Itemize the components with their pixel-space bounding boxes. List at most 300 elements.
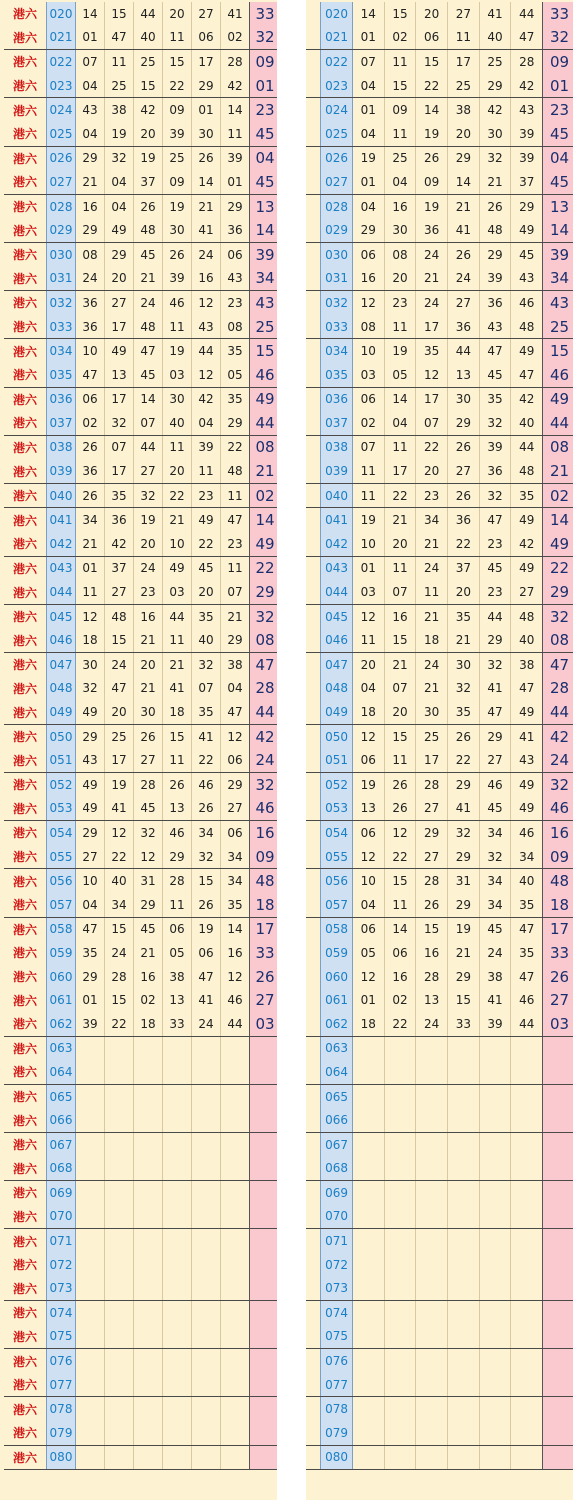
- drawn-number: [352, 1229, 384, 1253]
- drawn-number: 22: [105, 845, 134, 869]
- drawn-number: 45: [134, 242, 163, 266]
- drawn-number: 06: [221, 748, 250, 772]
- drawn-number: 30: [192, 122, 221, 146]
- special-number: 22: [250, 556, 281, 580]
- result-row: [306, 773, 573, 797]
- drawn-number: 23: [134, 580, 163, 604]
- period-number: 036: [47, 387, 76, 411]
- drawn-number: 24: [192, 242, 221, 266]
- lottery-label: 港六: [4, 1373, 47, 1397]
- drawn-number: [192, 1108, 221, 1132]
- drawn-number: 29: [134, 893, 163, 917]
- row-spacer: [306, 315, 321, 339]
- drawn-number: [76, 1397, 105, 1421]
- drawn-number: 38: [448, 98, 480, 122]
- period-number: 025: [321, 122, 353, 146]
- drawn-number: 15: [384, 724, 416, 748]
- drawn-number: 25: [448, 74, 480, 98]
- drawn-number: 13: [163, 988, 192, 1012]
- drawn-number: 24: [416, 291, 448, 315]
- drawn-number: 29: [479, 628, 511, 652]
- row-spacer: [306, 893, 321, 917]
- result-row: [306, 1349, 573, 1373]
- drawn-number: 15: [163, 50, 192, 74]
- lottery-label: 港六: [4, 435, 47, 459]
- drawn-number: 29: [448, 146, 480, 170]
- drawn-number: 38: [105, 98, 134, 122]
- drawn-number: 33: [163, 1012, 192, 1036]
- special-number: 34: [543, 267, 573, 291]
- special-number: 43: [543, 291, 573, 315]
- lottery-label: 港六: [4, 387, 47, 411]
- result-row: [306, 1373, 573, 1397]
- result-row: [306, 267, 573, 291]
- drawn-number: 29: [448, 773, 480, 797]
- drawn-number: [479, 1373, 511, 1397]
- drawn-number: 48: [134, 315, 163, 339]
- drawn-number: 48: [511, 604, 543, 628]
- drawn-number: 32: [448, 677, 480, 701]
- drawn-number: 19: [134, 508, 163, 532]
- lottery-label: 港六: [4, 965, 47, 989]
- drawn-number: [352, 1132, 384, 1156]
- drawn-number: 43: [511, 267, 543, 291]
- row-spacer: [306, 1229, 321, 1253]
- drawn-number: 39: [76, 1012, 105, 1036]
- drawn-number: [384, 1421, 416, 1445]
- drawn-number: [479, 1301, 511, 1325]
- drawn-number: 44: [134, 2, 163, 26]
- drawn-number: [511, 1084, 543, 1108]
- result-row: [4, 1108, 281, 1132]
- period-number: 039: [47, 459, 76, 483]
- result-row: [306, 291, 573, 315]
- period-number: 056: [321, 869, 353, 893]
- drawn-number: 01: [352, 26, 384, 50]
- drawn-number: [192, 1349, 221, 1373]
- drawn-number: 15: [416, 50, 448, 74]
- period-number: 071: [321, 1229, 353, 1253]
- lottery-label: 港六: [4, 363, 47, 387]
- special-number: 32: [250, 604, 281, 628]
- drawn-number: 20: [448, 580, 480, 604]
- result-row: [4, 1421, 281, 1445]
- special-number: 46: [250, 363, 281, 387]
- lottery-label: 港六: [4, 724, 47, 748]
- drawn-number: 23: [221, 532, 250, 556]
- drawn-number: 06: [163, 917, 192, 941]
- drawn-number: 12: [192, 291, 221, 315]
- result-row: [4, 1036, 281, 1060]
- drawn-number: [134, 1205, 163, 1229]
- special-number: 14: [250, 218, 281, 242]
- row-spacer: [306, 628, 321, 652]
- lottery-label: 港六: [4, 628, 47, 652]
- drawn-number: 18: [352, 700, 384, 724]
- drawn-number: 15: [105, 628, 134, 652]
- drawn-number: 11: [352, 459, 384, 483]
- lottery-label: 港六: [4, 50, 47, 74]
- lottery-label: 港六: [4, 1276, 47, 1300]
- drawn-number: 24: [134, 291, 163, 315]
- drawn-number: 26: [448, 724, 480, 748]
- row-spacer: [306, 1373, 321, 1397]
- row-spacer: [306, 965, 321, 989]
- drawn-number: 28: [511, 50, 543, 74]
- panel-gap: [277, 0, 306, 1500]
- lottery-label: 港六: [4, 218, 47, 242]
- special-number: 23: [543, 98, 573, 122]
- drawn-number: 16: [192, 267, 221, 291]
- drawn-number: 02: [384, 988, 416, 1012]
- result-row: [306, 508, 573, 532]
- drawn-number: [76, 1229, 105, 1253]
- drawn-number: [76, 1445, 105, 1470]
- special-number: 26: [543, 965, 573, 989]
- drawn-number: 14: [221, 917, 250, 941]
- special-number: 13: [250, 194, 281, 218]
- lottery-label: 港六: [4, 1421, 47, 1445]
- special-number: [250, 1205, 281, 1229]
- drawn-number: 26: [134, 724, 163, 748]
- drawn-number: 04: [352, 677, 384, 701]
- lottery-label: 港六: [4, 532, 47, 556]
- drawn-number: 15: [105, 2, 134, 26]
- special-number: [543, 1181, 573, 1205]
- special-number: 14: [543, 508, 573, 532]
- drawn-number: [76, 1157, 105, 1181]
- drawn-number: 21: [76, 170, 105, 194]
- result-row: [306, 146, 573, 170]
- drawn-number: 33: [448, 1012, 480, 1036]
- drawn-number: 26: [416, 146, 448, 170]
- drawn-number: 41: [479, 2, 511, 26]
- drawn-number: [511, 1181, 543, 1205]
- drawn-number: 38: [511, 653, 543, 677]
- special-number: 03: [543, 1012, 573, 1036]
- result-row: [4, 1060, 281, 1084]
- result-row: [306, 845, 573, 869]
- drawn-number: 19: [352, 508, 384, 532]
- period-number: 072: [47, 1253, 76, 1277]
- special-number: [250, 1181, 281, 1205]
- drawn-number: 07: [221, 580, 250, 604]
- drawn-number: [352, 1325, 384, 1349]
- lottery-label: 港六: [4, 1229, 47, 1253]
- period-number: 074: [47, 1301, 76, 1325]
- drawn-number: [163, 1108, 192, 1132]
- special-number: 16: [250, 821, 281, 845]
- drawn-number: [511, 1229, 543, 1253]
- result-row: [306, 653, 573, 677]
- lottery-label: 港六: [4, 339, 47, 363]
- drawn-number: 45: [192, 556, 221, 580]
- result-row: [4, 748, 281, 772]
- special-number: 33: [543, 2, 573, 26]
- drawn-number: [384, 1205, 416, 1229]
- special-number: 08: [543, 435, 573, 459]
- special-number: [543, 1373, 573, 1397]
- special-number: 02: [543, 483, 573, 508]
- drawn-number: 49: [511, 556, 543, 580]
- result-row: [306, 459, 573, 483]
- drawn-number: 15: [384, 628, 416, 652]
- period-number: 061: [321, 988, 353, 1012]
- drawn-number: 49: [511, 508, 543, 532]
- special-number: [250, 1108, 281, 1132]
- drawn-number: 47: [76, 917, 105, 941]
- row-spacer: [306, 1325, 321, 1349]
- drawn-number: 45: [511, 242, 543, 266]
- drawn-number: [352, 1253, 384, 1277]
- drawn-number: 37: [134, 170, 163, 194]
- special-number: 28: [543, 677, 573, 701]
- row-spacer: [306, 2, 321, 26]
- drawn-number: 25: [384, 146, 416, 170]
- lottery-label: 港六: [4, 1205, 47, 1229]
- special-number: [543, 1397, 573, 1421]
- drawn-number: [352, 1205, 384, 1229]
- special-number: 08: [250, 435, 281, 459]
- drawn-number: 03: [163, 363, 192, 387]
- lottery-label: 港六: [4, 1253, 47, 1277]
- drawn-number: [511, 1036, 543, 1060]
- drawn-number: [479, 1108, 511, 1132]
- period-number: 070: [321, 1205, 353, 1229]
- drawn-number: 15: [384, 869, 416, 893]
- drawn-number: [352, 1445, 384, 1470]
- drawn-number: [416, 1301, 448, 1325]
- period-number: 067: [47, 1132, 76, 1156]
- drawn-number: [163, 1325, 192, 1349]
- drawn-number: [221, 1205, 250, 1229]
- drawn-number: [192, 1373, 221, 1397]
- special-number: [250, 1229, 281, 1253]
- drawn-number: 42: [511, 532, 543, 556]
- drawn-number: 30: [163, 387, 192, 411]
- drawn-number: 18: [416, 628, 448, 652]
- drawn-number: [352, 1036, 384, 1060]
- drawn-number: 35: [221, 339, 250, 363]
- drawn-number: [479, 1445, 511, 1470]
- drawn-number: [448, 1373, 480, 1397]
- period-number: 048: [321, 677, 353, 701]
- drawn-number: 41: [192, 724, 221, 748]
- drawn-number: 29: [76, 965, 105, 989]
- special-number: [250, 1276, 281, 1300]
- drawn-number: 41: [479, 988, 511, 1012]
- drawn-number: 04: [105, 170, 134, 194]
- drawn-number: 17: [192, 50, 221, 74]
- drawn-number: [352, 1060, 384, 1084]
- period-number: 024: [47, 98, 76, 122]
- drawn-number: 11: [416, 580, 448, 604]
- drawn-number: 26: [76, 483, 105, 508]
- special-number: 46: [543, 363, 573, 387]
- result-row: [4, 411, 281, 435]
- drawn-number: 27: [105, 291, 134, 315]
- period-number: 024: [321, 98, 353, 122]
- lottery-label: 港六: [4, 242, 47, 266]
- drawn-number: [479, 1060, 511, 1084]
- period-number: 069: [321, 1181, 353, 1205]
- result-row: [4, 26, 281, 50]
- period-number: 020: [321, 2, 353, 26]
- lottery-label: 港六: [4, 459, 47, 483]
- result-row: [4, 387, 281, 411]
- lottery-label: 港六: [4, 1325, 47, 1349]
- drawn-number: 15: [163, 724, 192, 748]
- drawn-number: 43: [221, 267, 250, 291]
- drawn-number: [479, 1325, 511, 1349]
- result-row: [4, 580, 281, 604]
- lottery-label: 港六: [4, 1084, 47, 1108]
- period-number: 058: [47, 917, 76, 941]
- drawn-number: [511, 1253, 543, 1277]
- drawn-number: [448, 1036, 480, 1060]
- drawn-number: [192, 1205, 221, 1229]
- result-row: [4, 291, 281, 315]
- drawn-number: [352, 1181, 384, 1205]
- drawn-number: 37: [105, 556, 134, 580]
- drawn-number: 07: [416, 411, 448, 435]
- result-row: [4, 1445, 281, 1470]
- drawn-number: 15: [384, 2, 416, 26]
- drawn-number: 07: [134, 411, 163, 435]
- drawn-number: 23: [479, 532, 511, 556]
- result-row: [306, 628, 573, 652]
- drawn-number: 42: [134, 98, 163, 122]
- drawn-number: 48: [105, 604, 134, 628]
- special-number: 48: [250, 869, 281, 893]
- drawn-number: 39: [192, 435, 221, 459]
- drawn-number: [479, 1084, 511, 1108]
- period-number: 038: [47, 435, 76, 459]
- row-spacer: [306, 556, 321, 580]
- drawn-number: [479, 1421, 511, 1445]
- period-number: 040: [321, 483, 353, 508]
- drawn-number: 44: [221, 1012, 250, 1036]
- drawn-number: 21: [192, 194, 221, 218]
- drawn-number: [105, 1349, 134, 1373]
- drawn-number: 30: [163, 218, 192, 242]
- drawn-number: 26: [163, 773, 192, 797]
- drawn-number: 24: [416, 653, 448, 677]
- drawn-number: 02: [221, 26, 250, 50]
- special-number: 09: [543, 50, 573, 74]
- drawn-number: [416, 1445, 448, 1470]
- drawn-number: [221, 1132, 250, 1156]
- result-row: [306, 1036, 573, 1060]
- drawn-number: 41: [448, 218, 480, 242]
- drawn-number: 34: [192, 821, 221, 845]
- drawn-number: 29: [192, 74, 221, 98]
- drawn-number: [448, 1325, 480, 1349]
- row-spacer: [306, 74, 321, 98]
- drawn-number: 19: [105, 773, 134, 797]
- result-row: [4, 604, 281, 628]
- row-spacer: [306, 1157, 321, 1181]
- row-spacer: [306, 724, 321, 748]
- drawn-number: [416, 1349, 448, 1373]
- drawn-number: 23: [384, 291, 416, 315]
- special-number: [250, 1325, 281, 1349]
- drawn-number: 19: [384, 339, 416, 363]
- drawn-number: 18: [134, 1012, 163, 1036]
- drawn-number: 40: [511, 869, 543, 893]
- drawn-number: [221, 1084, 250, 1108]
- drawn-number: 29: [163, 845, 192, 869]
- special-number: [250, 1157, 281, 1181]
- drawn-number: 39: [511, 122, 543, 146]
- drawn-number: 43: [511, 98, 543, 122]
- result-row: [4, 653, 281, 677]
- drawn-number: 28: [416, 965, 448, 989]
- special-number: [543, 1349, 573, 1373]
- drawn-number: 11: [192, 459, 221, 483]
- drawn-number: 40: [511, 628, 543, 652]
- drawn-number: [192, 1132, 221, 1156]
- drawn-number: [105, 1253, 134, 1277]
- drawn-number: 39: [479, 1012, 511, 1036]
- drawn-number: 22: [416, 435, 448, 459]
- drawn-number: [511, 1108, 543, 1132]
- special-number: [543, 1060, 573, 1084]
- drawn-number: 14: [384, 387, 416, 411]
- period-number: 042: [47, 532, 76, 556]
- result-row: [4, 435, 281, 459]
- row-spacer: [306, 170, 321, 194]
- drawn-number: 31: [448, 869, 480, 893]
- lottery-label: 港六: [4, 508, 47, 532]
- drawn-number: 38: [221, 653, 250, 677]
- result-row: [4, 74, 281, 98]
- drawn-number: [163, 1132, 192, 1156]
- special-number: [543, 1325, 573, 1349]
- period-number: 022: [321, 50, 353, 74]
- result-row: [4, 965, 281, 989]
- drawn-number: 35: [511, 941, 543, 965]
- drawn-number: 26: [134, 194, 163, 218]
- result-row: [4, 194, 281, 218]
- period-number: 051: [47, 748, 76, 772]
- row-spacer: [306, 580, 321, 604]
- drawn-number: 39: [479, 435, 511, 459]
- drawn-number: 22: [416, 74, 448, 98]
- drawn-number: [416, 1325, 448, 1349]
- result-row: [4, 869, 281, 893]
- drawn-number: 27: [192, 2, 221, 26]
- result-row: [4, 170, 281, 194]
- row-spacer: [306, 1181, 321, 1205]
- drawn-number: 12: [352, 724, 384, 748]
- drawn-number: [479, 1397, 511, 1421]
- lottery-label: 港六: [4, 170, 47, 194]
- drawn-number: 32: [76, 677, 105, 701]
- period-number: 047: [321, 653, 353, 677]
- drawn-number: 11: [163, 893, 192, 917]
- result-row: [306, 411, 573, 435]
- row-spacer: [306, 1084, 321, 1108]
- special-number: 49: [543, 387, 573, 411]
- lottery-label: 港六: [4, 1181, 47, 1205]
- drawn-number: 36: [105, 508, 134, 532]
- result-row: [306, 387, 573, 411]
- drawn-number: 32: [479, 146, 511, 170]
- drawn-number: 04: [105, 194, 134, 218]
- drawn-number: 19: [163, 339, 192, 363]
- drawn-number: 20: [384, 700, 416, 724]
